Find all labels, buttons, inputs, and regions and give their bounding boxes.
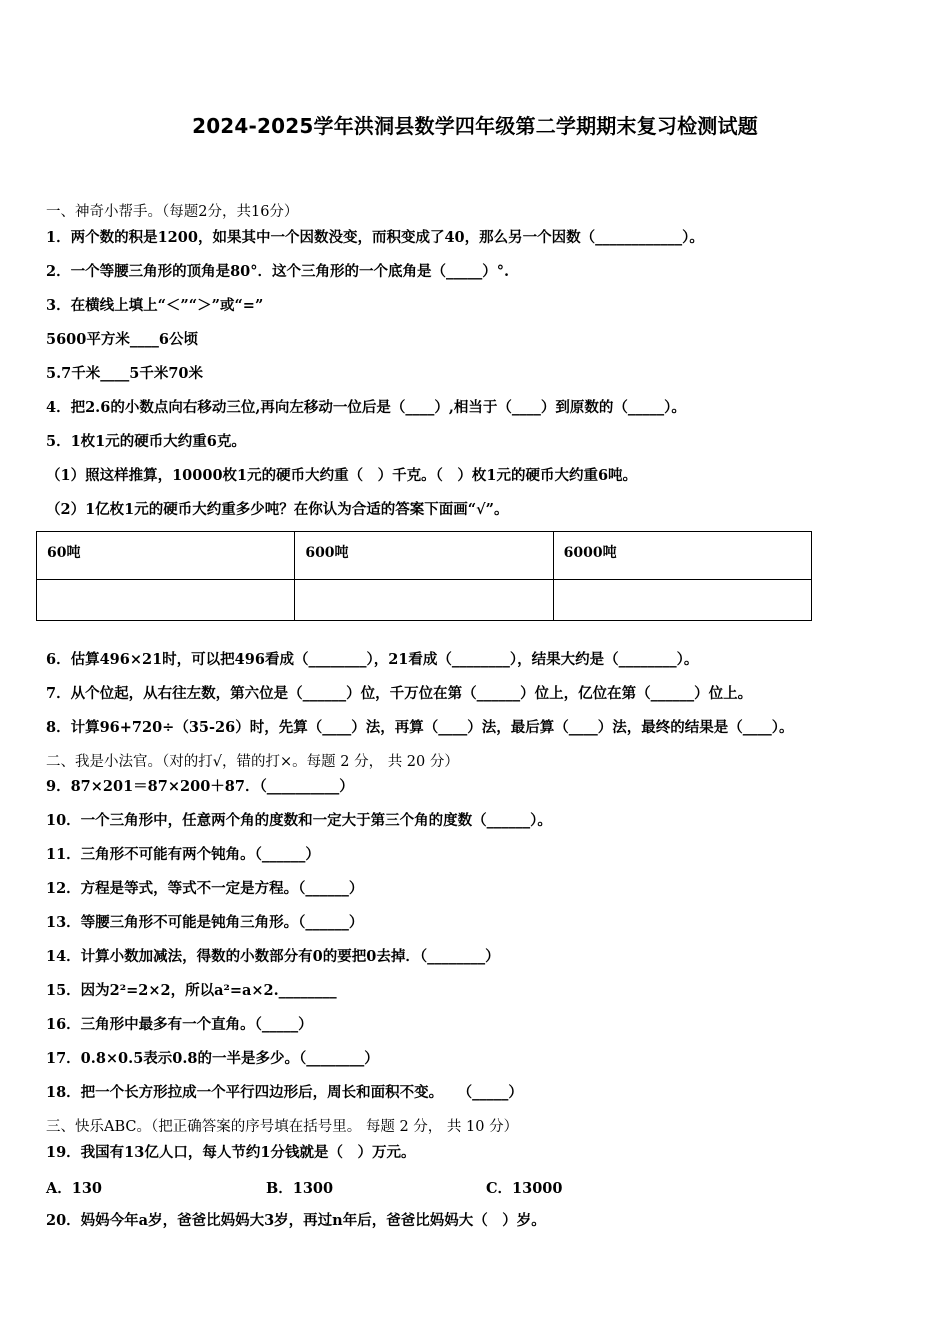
question-4: 4．把2.6的小数点向右移动三位,再向左移动一位后是（____）,相当于（____）到原数的（_____）。: [46, 399, 686, 416]
table-header-cell: 6000吨: [553, 532, 811, 580]
table-answer-cell: [37, 579, 295, 620]
question-3-item-1: 5600平方米____6公顷: [46, 331, 198, 348]
table-answer-cell: [553, 579, 811, 620]
question-8: 8．计算96+720÷（35-26）时，先算（____）法，再算（____）法，最后算（____）法，最终的结果是（____）。: [46, 719, 794, 736]
option-a: A．130: [46, 1180, 103, 1197]
question-14: 14．计算小数加减法，得数的小数部分有0的要把0去掉．（________）: [46, 948, 500, 965]
question-7: 7．从个位起，从右往左数，第六位是（______）位，千万位在第（______）位上，亿位在第（______）位上。: [46, 685, 753, 702]
question-5-part-2: （2）1亿枚1元的硬币大约重多少吨？在你认为合适的答案下面画“√”。: [46, 501, 509, 518]
question-18: 18．把一个长方形拉成一个平行四边形后，周长和面积不变。 （_____）: [46, 1084, 523, 1101]
question-13: 13．等腰三角形不可能是钝角三角形。（______）: [46, 914, 364, 931]
section-1-heading: 一、神奇小帮手。（每题2分，共16分）: [46, 204, 299, 220]
question-3: 3．在横线上填上“＜”“＞”或“=”: [46, 297, 264, 314]
question-1: 1．两个数的积是1200，如果其中一个因数没变，而积变成了40，那么另一个因数（____________）。: [46, 229, 704, 246]
table-answer-cell: [295, 579, 553, 620]
table-header-cell: 60吨: [37, 532, 295, 580]
question-19: 19．我国有13亿人口，每人节约1分钱就是（ ）万元。: [46, 1144, 416, 1161]
question-9: 9．87×201＝87×200＋87．（__________）: [46, 778, 354, 795]
question-15: 15．因为2²=2×2，所以a²=a×2.________: [46, 982, 337, 999]
option-b: B．1300: [266, 1180, 334, 1197]
question-20: 20．妈妈今年a岁，爸爸比妈妈大3岁，再过n年后，爸爸比妈妈大（ ）岁。: [46, 1212, 546, 1229]
question-5-part-1: （1）照这样推算，10000枚1元的硬币大约重（ ）千克。（ ）枚1元的硬币大约重6吨。: [46, 467, 638, 484]
question-11: 11．三角形不可能有两个钝角。（______）: [46, 846, 320, 863]
question-5: 5．1枚1元的硬币大约重6克。: [46, 433, 246, 450]
option-c: C．13000: [486, 1180, 563, 1197]
section-2-heading: 二、我是小法官。（对的打√，错的打×。每题 2 分， 共 20 分）: [46, 754, 459, 770]
question-3-item-2: 5.7千米____5千米70米: [46, 365, 203, 382]
question-16: 16．三角形中最多有一个直角。（_____）: [46, 1016, 313, 1033]
answer-table: [36, 531, 812, 621]
question-17: 17．0.8×0.5表示0.8的一半是多少。（________）: [46, 1050, 379, 1067]
question-2: 2．一个等腰三角形的顶角是80°．这个三角形的一个底角是（_____）°.: [46, 263, 510, 280]
question-6: 6．估算496×21时，可以把496看成（________），21看成（________），结果大约是（________）。: [46, 651, 699, 668]
table-header-cell: 600吨: [295, 532, 553, 580]
question-12: 12．方程是等式，等式不一定是方程。（______）: [46, 880, 364, 897]
page-title: 2024-2025学年洪洞县数学四年级第二学期期末复习检测试题: [192, 114, 758, 138]
question-10: 10．一个三角形中，任意两个角的度数和一定大于第三个角的度数（______）。: [46, 812, 552, 829]
section-3-heading: 三、快乐ABC。（把正确答案的序号填在括号里。 每题 2 分， 共 10 分）: [46, 1119, 519, 1135]
